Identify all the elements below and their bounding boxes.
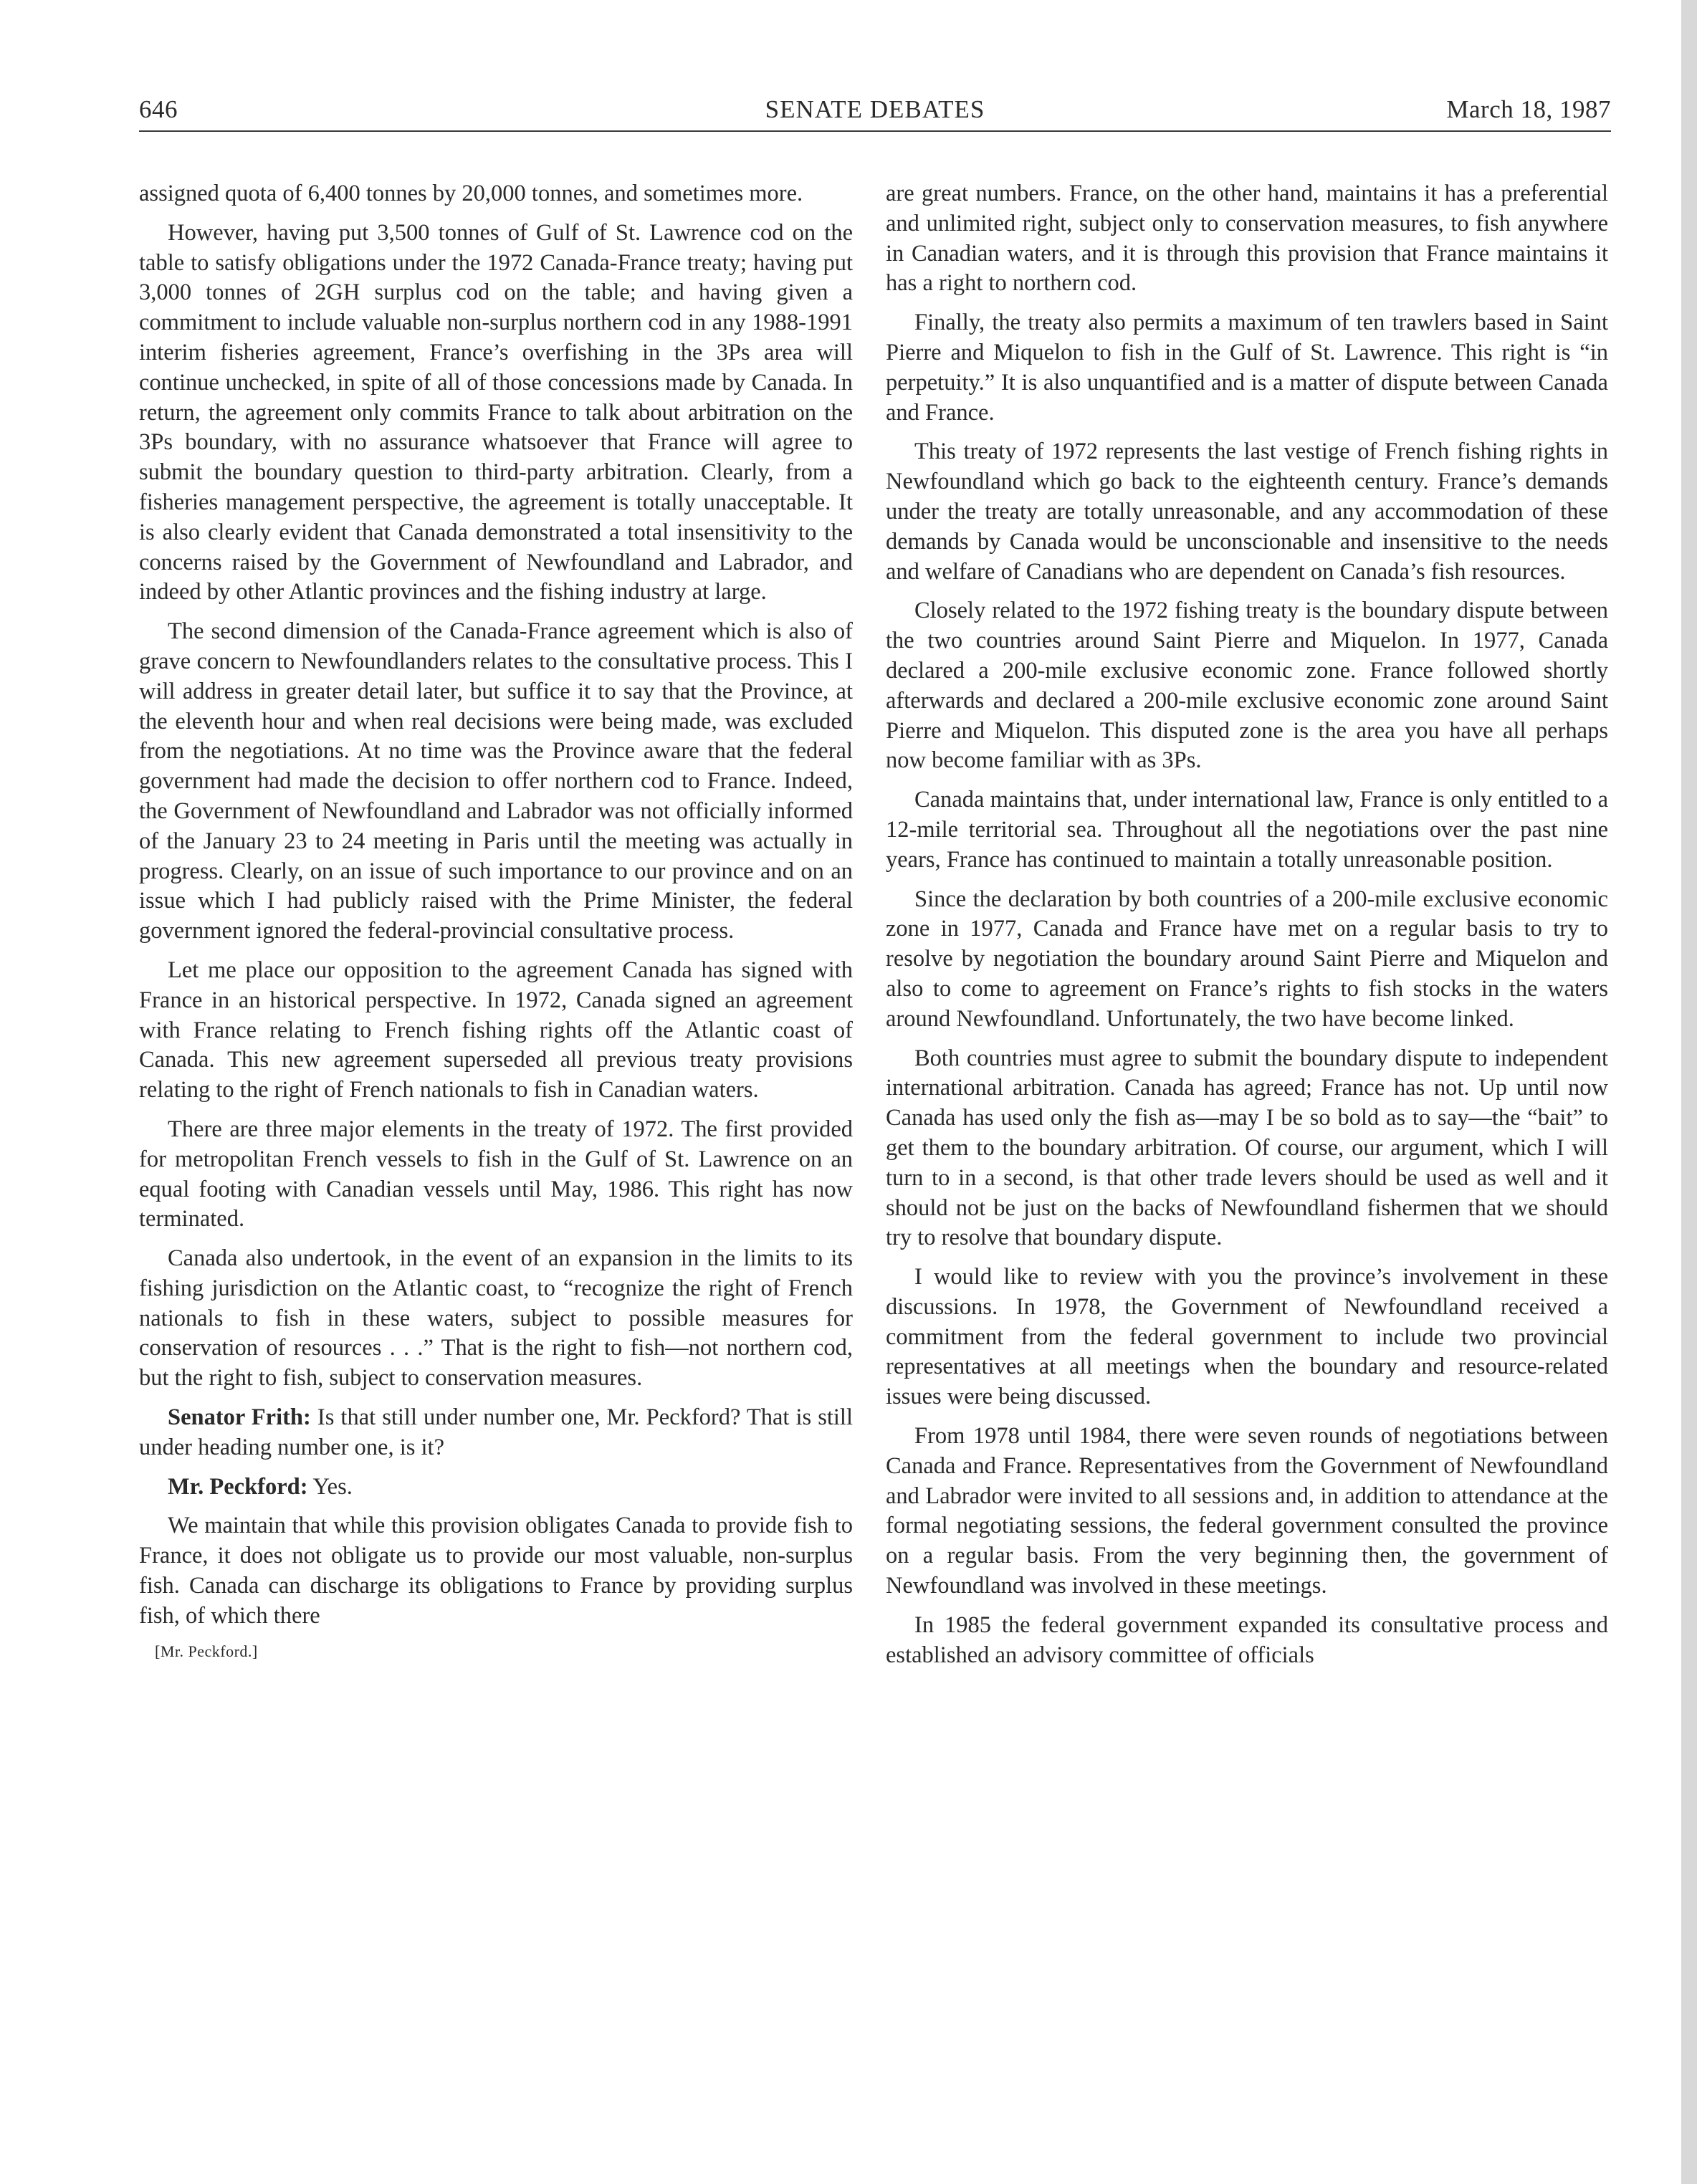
speaker-remark: Is that still under number one, Mr. Peckford? That is still under heading number one, is it? [139,1404,853,1460]
page-number: 646 [139,95,178,123]
speaker-attribution: [Mr. Peckford.] [155,1642,258,1660]
speaker-paragraph [139,1403,853,1463]
paragraph: Since the declaration by both countries of a 200-mile exclusive economic zone in 1977, Canada and France have met on a regular basis to try to resolve by negotiation the boundary around Saint Pierre and Miquelon and also to come to agreement on France’s rights to fish stocks in the waters around Newfoundland. Unfortunately, the two have become linked. [886,886,1608,1032]
speaker-paragraph [139,1472,853,1503]
paragraph: Canada maintains that, under international law, France is only entitled to a 12-mile territorial sea. Throughout all the negotiations over the past nine years, France has continued to maintain a totally unreasonable position. [886,787,1608,873]
right-column [886,179,1608,1680]
paragraph: assigned quota of 6,400 tonnes by 20,000 tonnes, and sometimes more. [139,181,803,206]
paragraph: Canada also undertook, in the event of an expansion in the limits to its fishing jurisdiction on the Atlantic coast, to “recognize the right of French nationals to fish in these waters, subject to possible measures for conservation of resources . . .” That is the right to fish—not northern cod, but the right to fish, subject to conservation measures. [139,1245,853,1392]
paragraph: This treaty of 1972 represents the last vestige of French fishing rights in Newfoundland which go back to the eighteenth century. France’s demands under the treaty are totally unreasonable, and any accommodation of these demands by Canada would be unconscionable and insensitive to the needs and welfare of Canadians who are dependent on Canada’s fish resources. [886,439,1608,585]
speaker-remark: Yes. [307,1473,353,1500]
paragraph: Closely related to the 1972 fishing treaty is the boundary dispute between the two countries around Saint Pierre and Miquelon. In 1977, Canada declared a 200-mile exclusive economic zone. France followed shortly afterwards and declared a 200-mile exclusive economic zone around Saint Pierre and Miquelon. This disputed zone is the area you have all perhaps now become familiar with as 3Ps. [886,598,1608,774]
speaker-name: Senator Frith: [168,1404,311,1431]
paragraph: I would like to review with you the province’s involvement in these discussions. In 1978, the Government of Newfoundland received a commitment from the federal government to include two provincial representatives at all meetings when the boundary and resource-related issues were being discussed. [886,1264,1608,1410]
issue-date: March 18, 1987 [1446,95,1611,123]
page-header [139,95,1611,131]
speaker-name: Mr. Peckford: [168,1473,308,1500]
header-rule [139,130,1611,132]
paragraph: We maintain that while this provision obligates Canada to provide fish to France, it does not obligate us to provide our most valuable, non-surplus fish. Canada can discharge its obligations to France by providing surplus fish, of which there [139,1513,853,1629]
scan-edge [1681,0,1697,2184]
paragraph: However, having put 3,500 tonnes of Gulf of St. Lawrence cod on the table to satisfy obligations under the 1972 Canada-France treaty; having put 3,000 tonnes of 2GH surplus cod on the table; and having given a commitment to include valuable non-surplus northern cod in any 1988-1991 interim fisheries agreement, France’s overfishing in the 3Ps area will continue unchecked, in spite of all of those concessions made by Canada. In return, the agreement only commits France to talk about arbitration on the 3Ps boundary, with no assurance whatsoever that France will agree to submit the boundary question to third-party arbitration. Clearly, from a fisheries management perspective, the agreement is totally unacceptable. It is also clearly evident that Canada demonstrated a total insensitivity to the concerns raised by the Government of Newfoundland and Labrador, and indeed by other Atlantic provinces and the fishing industry at large. [139,219,853,605]
paragraph: There are three major elements in the treaty of 1972. The first provided for metropolitan French vessels to fish in the Gulf of St. Lawrence on an equal footing with Canadian vessels until May, 1986. This right has now terminated. [139,1116,853,1232]
paragraph: In 1985 the federal government expanded its consultative process and established an advisory committee of officials [886,1611,1608,1668]
left-column [139,179,853,1662]
paragraph: The second dimension of the Canada-France agreement which is also of grave concern to Newfoundlanders relates to the consultative process. This I will address in greater detail later, but suffice it to say that the Province, at the eleventh hour and when real decisions were being made, was excluded from the negotiations. At no time was the Province aware that the federal government had made the decision to offer northern cod to France. Indeed, the Government of Newfoundland and Labrador was not officially informed of the January 23 to 24 meeting in Paris until the meeting was actually in progress. Clearly, on an issue of such importance to our province and on an issue which I had publicly raised with the Prime Minister, the federal government ignored the federal-provincial consultative process. [139,618,853,944]
publication-title: SENATE DEBATES [765,95,985,123]
paragraph: From 1978 until 1984, there were seven rounds of negotiations between Canada and France. Representatives from the Government of Newfoundland and Labrador were invited to all sessions and, in addition to attendance at the formal negotiating sessions, the federal government consulted the province on a regular basis. From the very beginning then, the government of Newfoundland was involved in these meetings. [886,1423,1608,1599]
paragraph: are great numbers. France, on the other hand, maintains it has a preferential and unlimited right, subject only to conservation measures, to fish anywhere in Canadian waters, and it is through this provision that France maintains it has a right to northern cod. [886,181,1608,297]
paragraph: Let me place our opposition to the agreement Canada has signed with France in an historical perspective. In 1972, Canada signed an agreement with France relating to French fishing rights off the Atlantic coast of Canada. This new agreement superseded all previous treaty provisions relating to the right of French nationals to fish in Canadian waters. [139,957,853,1103]
paragraph: Finally, the treaty also permits a maximum of ten trawlers based in Saint Pierre and Miquelon to fish in the Gulf of St. Lawrence. This right is “in perpetuity.” It is also unquantified and is a matter of dispute between Canada and France. [886,310,1608,426]
paragraph: Both countries must agree to submit the boundary dispute to independent international arbitration. Canada has agreed; France has not. Up until now Canada has used only the fish as—may I be so bold as to say—the “bait” to get them to the boundary arbitration. Of course, our argument, which I will turn to in a second, is that other trade levers should be used as well and it should not be just on the backs of Newfoundland fishermen that we should try to resolve that boundary dispute. [886,1045,1608,1251]
